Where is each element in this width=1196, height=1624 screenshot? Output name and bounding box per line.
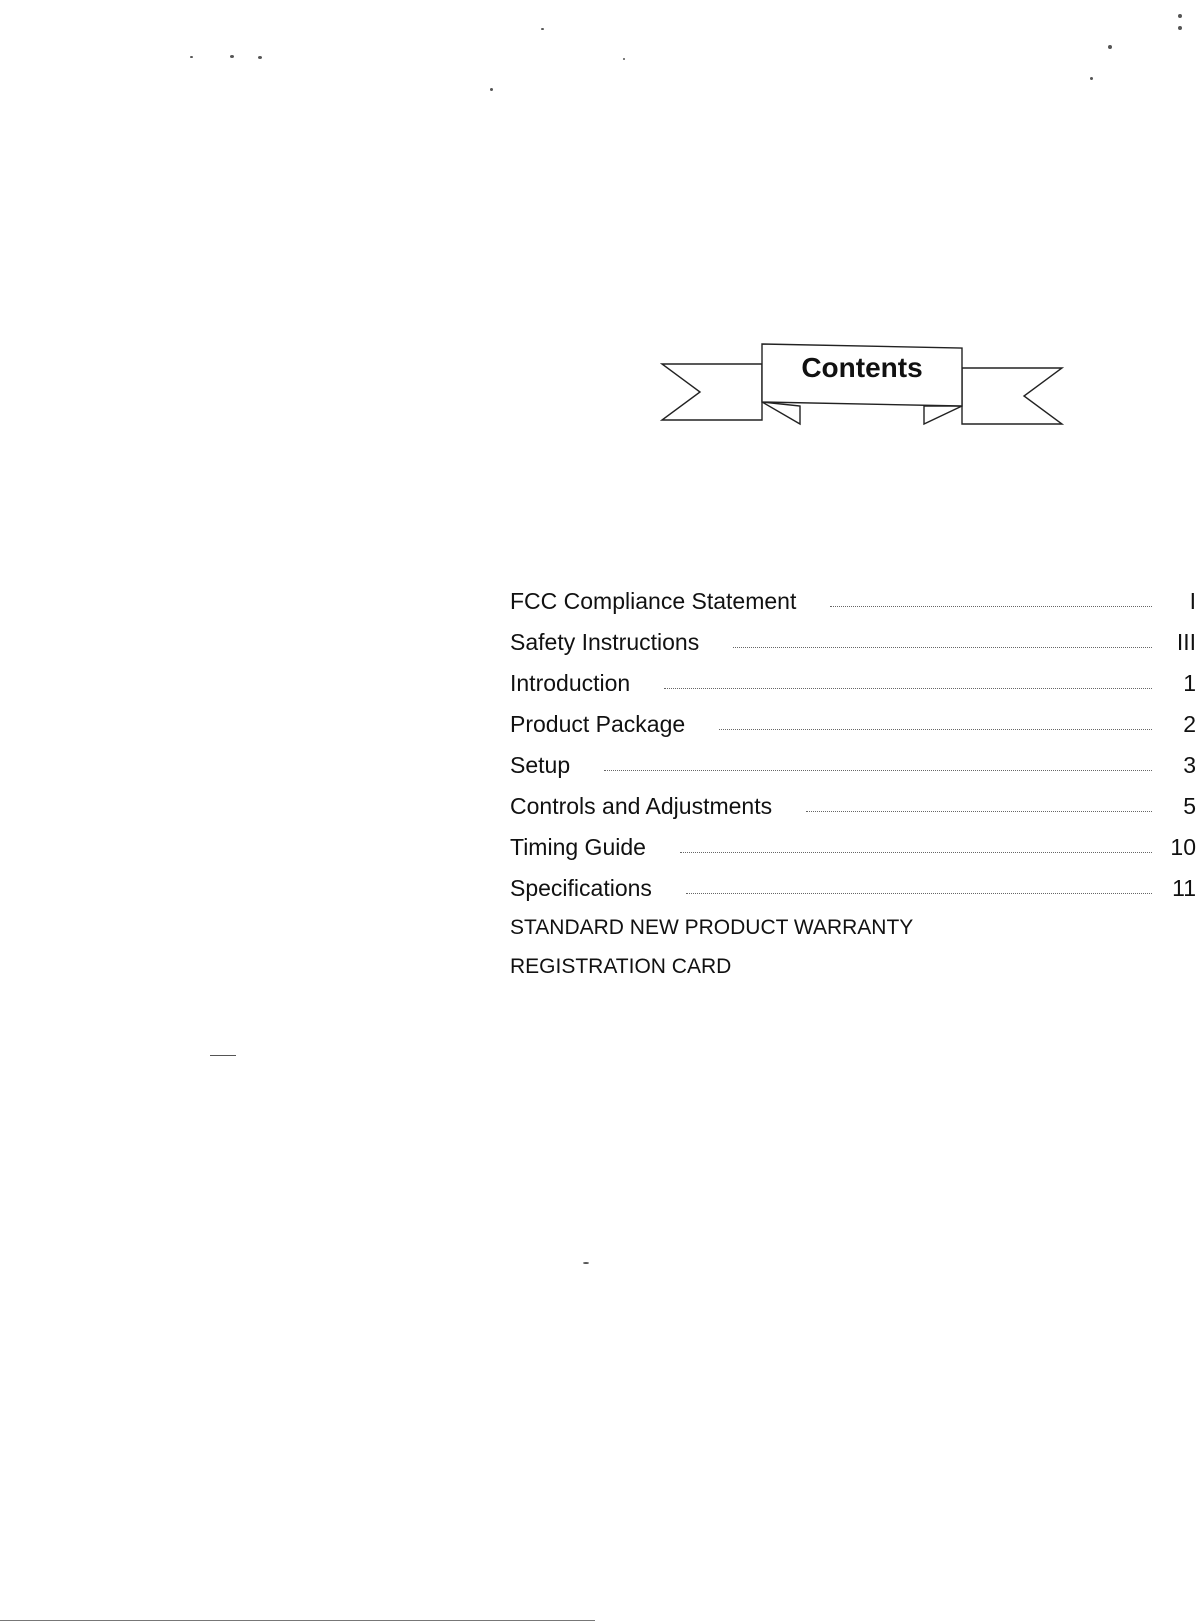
toc-entry-label: Specifications [510,875,652,901]
dot-leader [806,793,1152,812]
toc-entry-page: I [1189,588,1196,614]
toc-entry-page: 11 [1172,875,1196,901]
toc-entry-setup[interactable] [510,752,1196,793]
scan-speck [541,28,544,30]
scan-speck [190,56,193,58]
toc-entry-page: 2 [1183,711,1196,737]
scan-speck [230,55,234,58]
dot-leader [733,629,1152,648]
toc-entry-label: Setup [510,752,571,778]
toc-entry-product-package[interactable] [510,711,1196,752]
toc-entry-specifications[interactable] [510,875,1196,916]
toc-entry-label: Introduction [510,670,631,696]
scan-speck [583,1262,589,1264]
scan-speck [1108,45,1112,49]
toc-entry-label: Product Package [510,711,686,737]
scan-speck [623,58,625,60]
toc-entry-warranty[interactable]: STANDARD NEW PRODUCT WARRANTY [510,916,914,939]
contents-title: Contents [801,352,923,383]
toc-entry-page: 5 [1183,793,1196,819]
toc-entry-page: III [1176,629,1196,655]
scan-speck [1090,77,1093,80]
toc-entry-label: Timing Guide [510,834,646,860]
scan-speck [258,56,262,59]
dot-leader [680,834,1152,853]
dot-leader [719,711,1152,730]
dot-leader [664,670,1152,689]
scan-speck [1178,14,1182,18]
scan-speck [490,88,493,91]
bottom-rule [0,1620,595,1621]
dot-leader [830,588,1152,607]
toc-entry-page: 10 [1170,834,1196,860]
toc-entry-fcc[interactable] [510,588,1196,629]
toc-entry-page: 3 [1183,752,1196,778]
scan-speck [210,1055,236,1056]
toc-entry-label: Safety Instructions [510,629,700,655]
dot-leader [686,875,1152,894]
toc-entry-controls[interactable] [510,793,1196,834]
table-of-contents [510,588,1196,994]
toc-entry-label: Controls and Adjustments [510,793,773,819]
toc-entry-registration-card[interactable]: REGISTRATION CARD [510,955,732,978]
contents-banner [660,340,1070,430]
toc-entry-safety[interactable] [510,629,1196,670]
toc-entry-page: 1 [1183,670,1196,696]
scan-speck [1178,26,1182,30]
toc-entry-introduction[interactable] [510,670,1196,711]
dot-leader [604,752,1152,771]
toc-entry-timing-guide[interactable] [510,834,1196,875]
toc-entry-label: FCC Compliance Statement [510,588,797,614]
